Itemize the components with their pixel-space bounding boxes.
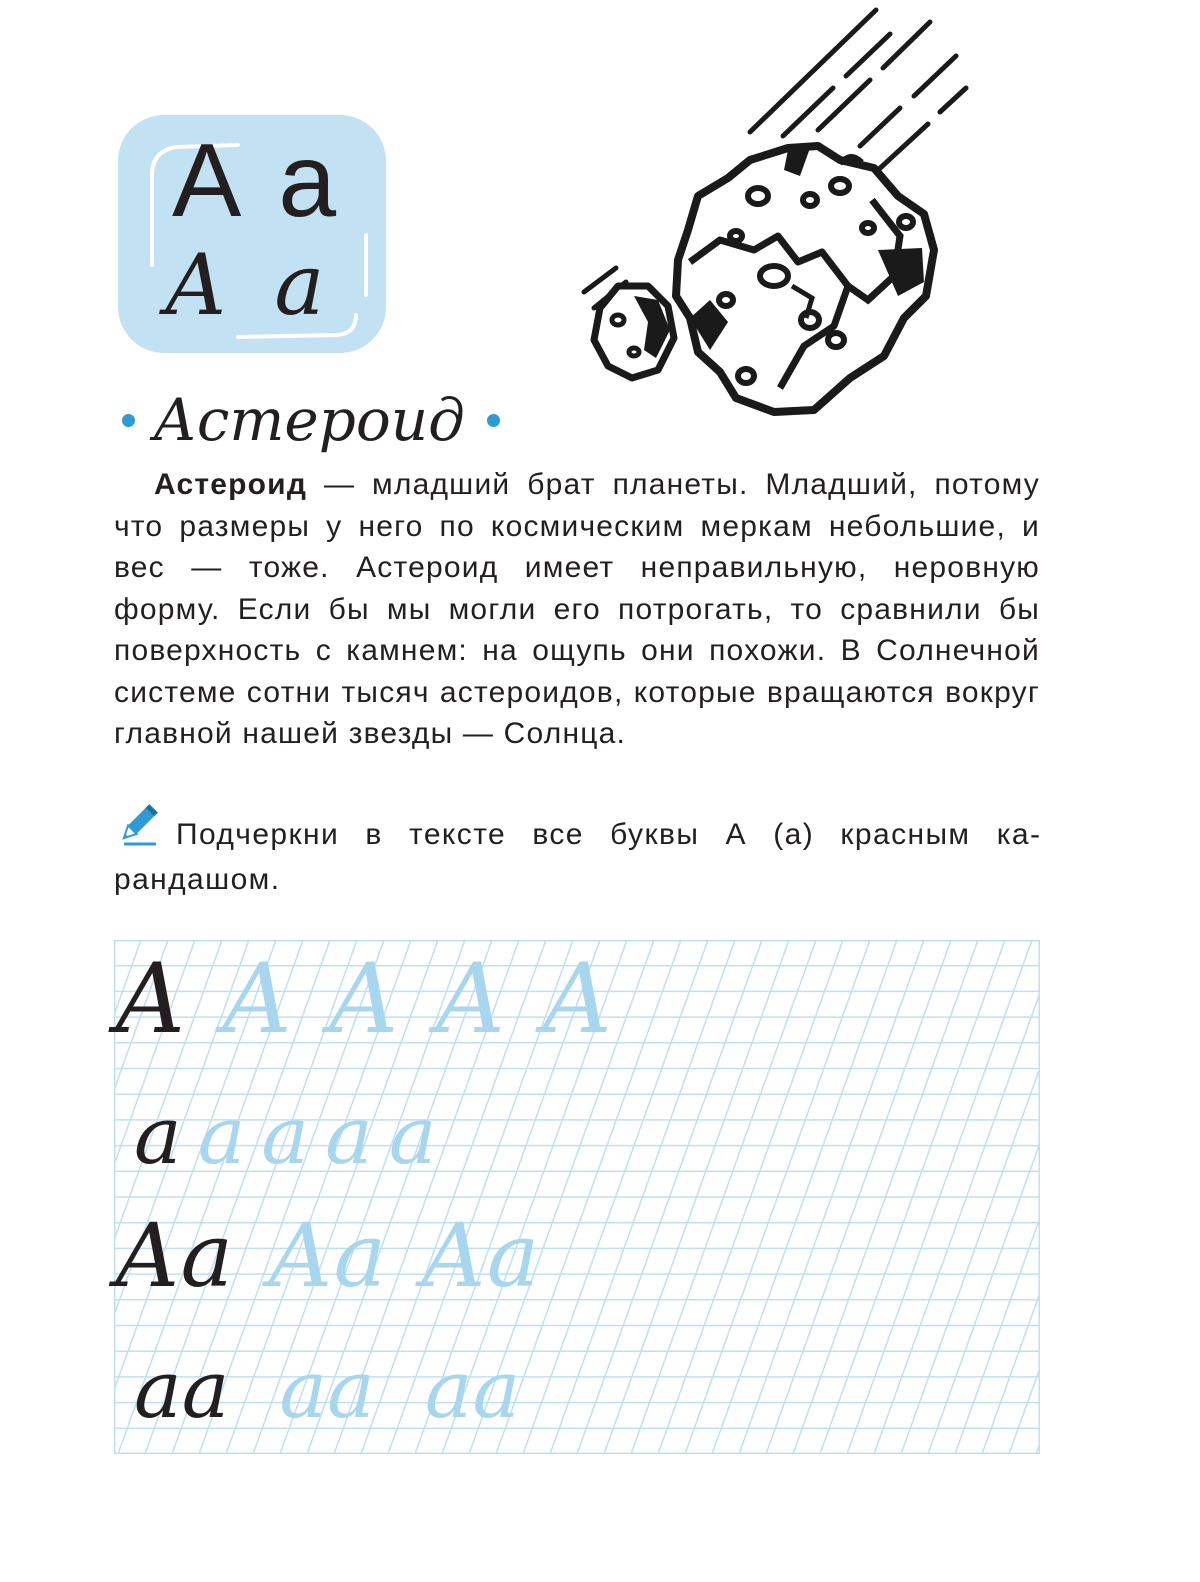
task-text: Подчеркни в тексте все буквы А (а) красным карандашом.	[114, 818, 1040, 896]
bold-term: Астероид	[154, 468, 308, 501]
trace-letter[interactable]: аа	[279, 1342, 375, 1436]
trace-letter[interactable]: аа	[424, 1342, 521, 1436]
trace-letter[interactable]: А	[327, 943, 401, 1055]
trace-letter[interactable]: а	[197, 1088, 246, 1182]
trace-letter[interactable]: а	[325, 1088, 373, 1182]
trace-letter[interactable]: Аа	[420, 1203, 540, 1307]
word-title-text: Астероид	[153, 386, 465, 454]
print-letters: А а	[172, 123, 341, 239]
bullet-dot-right	[487, 414, 500, 427]
trace-letter[interactable]: А	[540, 943, 614, 1055]
sample-letter: а	[134, 1088, 182, 1182]
description-paragraph	[114, 464, 1040, 755]
copy-row-capital-a	[114, 944, 614, 1054]
script-letters: А а	[164, 236, 335, 334]
copy-row-pair-small	[134, 1334, 520, 1444]
word-title	[122, 380, 500, 460]
letter-badge	[118, 115, 386, 353]
sample-letter: Аа	[114, 1203, 234, 1307]
description-body: — младший брат планеты. Младший, потому что размеры у него по космическим меркам небольшие, и вес — тоже. Астероид имеет неправильную, неровную форму. Если бы мы могли его потрогать, то сравнили бы поверхность с камнем: на ощупь они похожи. В Солнечной системе сотни тысяч астероидов, которые вращаются вокруг главной нашей звезды — Солнца.	[114, 468, 1040, 750]
bullet-dot-left	[122, 414, 135, 427]
asteroid-illustration-icon	[578, 0, 978, 420]
trace-letter[interactable]: а	[388, 1088, 437, 1182]
sample-letter: аа	[134, 1342, 230, 1436]
sample-letter: А	[114, 943, 187, 1055]
trace-letter[interactable]: а	[261, 1088, 310, 1182]
copy-row-small-a	[134, 1080, 437, 1190]
trace-letter[interactable]: А	[434, 943, 507, 1055]
trace-letter[interactable]: Аа	[267, 1203, 387, 1307]
trace-letter[interactable]: А	[220, 943, 294, 1055]
copy-row-pair-capital	[114, 1200, 539, 1310]
